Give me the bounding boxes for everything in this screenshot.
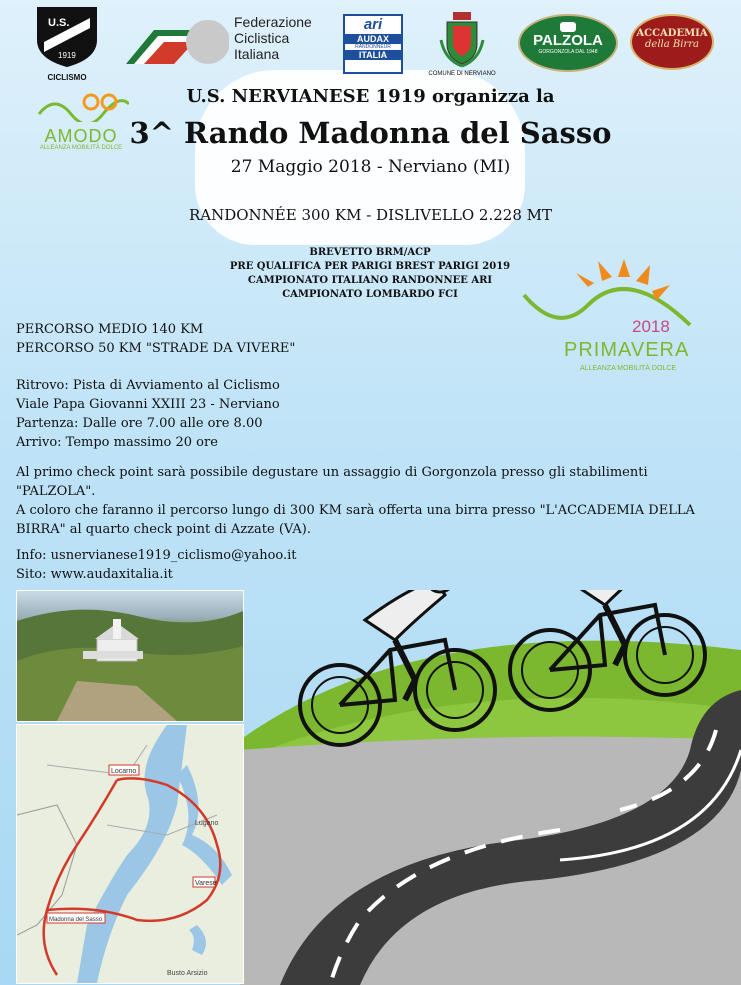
us-caption: CICLISMO xyxy=(47,73,87,82)
ari-name: AUDAX xyxy=(345,34,401,44)
primavera-year: 2018 xyxy=(632,317,670,336)
route-summary: RANDONNÉE 300 KM - DISLIVELLO 2.228 MT xyxy=(188,206,553,224)
brevetto-list xyxy=(160,246,580,302)
fci-line1: Federazione xyxy=(234,14,312,30)
lake-varese xyxy=(189,925,206,955)
primavera-sun-icon xyxy=(518,255,698,335)
percorsi-list xyxy=(16,320,295,358)
comune-nerviano-logo xyxy=(426,10,498,80)
map-label: Busto Arsizio xyxy=(167,970,208,977)
map-label: Lugano xyxy=(195,820,219,827)
percorso-item: PERCORSO 50 KM "STRADE DA VIVERE" xyxy=(16,341,296,356)
map-canvas xyxy=(17,725,243,983)
palzola-name: PALZOLA xyxy=(533,32,603,49)
accademia-line1: ACCADEMIA xyxy=(636,28,708,39)
info-line: Partenza: Dalle ore 7.00 alle ore 8.00 xyxy=(16,416,263,431)
map-label: Madonna del Sasso xyxy=(49,917,103,923)
note-line: A coloro che faranno il percorso lungo di 300 KM sarà offerta una birra presso "L'ACCADEMIA DELLA BIRRA" al quarto check point di Azzate (VA). xyxy=(16,503,695,537)
primavera-name: PRIMAVERA xyxy=(564,339,690,361)
info-line: Arrivo: Tempo massimo 20 ore xyxy=(16,435,218,450)
brevetto-line: CAMPIONATO LOMBARDO FCI xyxy=(282,289,458,300)
palzola-sub: GORGONZOLA DAL 1948 xyxy=(538,49,598,55)
fci-line3: Italiana xyxy=(234,46,280,62)
amodo-name: AMODO xyxy=(44,126,118,146)
palzola-logo xyxy=(518,14,618,72)
ari-mark: ari xyxy=(363,16,383,33)
ari-audax-logo xyxy=(343,14,403,74)
ari-sub: RANDONNEUR xyxy=(355,44,391,50)
sanctuary-photo xyxy=(16,590,244,722)
info-list xyxy=(16,376,280,452)
us-nervianese-logo xyxy=(34,6,100,82)
contact-email: Info: usnervianese1919_ciclismo@yahoo.it xyxy=(16,548,297,563)
brevetto-line: PRE QUALIFICA PER PARIGI BREST PARIGI 2019 xyxy=(229,261,511,272)
cow-icon xyxy=(560,22,576,32)
notes-block xyxy=(16,463,728,539)
lake-maggiore xyxy=(77,725,187,983)
fci-logo xyxy=(124,14,324,72)
percorso-item: PERCORSO MEDIO 140 KM xyxy=(16,322,204,337)
map-label: Locarno xyxy=(111,768,137,775)
us-label: U.S. xyxy=(48,17,70,29)
info-line: Ritrovo: Pista di Avviamento al Ciclismo xyxy=(16,378,280,393)
accademia-birra-logo xyxy=(630,14,714,70)
us-year: 1919 xyxy=(58,51,76,60)
fci-line2: Ciclistica xyxy=(234,30,290,46)
amodo-sub: ALLEANZA MOBILITÀ DOLCE xyxy=(39,145,123,151)
event-date: 27 Maggio 2018 - Nerviano (MI) xyxy=(230,157,511,177)
primavera-logo xyxy=(518,255,698,380)
info-line: Viale Papa Giovanni XXIII 23 - Nerviano xyxy=(16,397,280,412)
accademia-line2: della Birra xyxy=(645,39,699,50)
route-map xyxy=(16,724,244,984)
primavera-sub: ALLEANZA MOBILITÀ DOLCE xyxy=(579,365,677,372)
note-line: Al primo check point sarà possibile degustare un assaggio di Gorgonzola presso gli stabilimenti "PALZOLA". xyxy=(16,465,648,499)
event-title: 3^ Rando Madonna del Sasso xyxy=(129,116,612,150)
map-label: Varese xyxy=(195,880,217,887)
fci-flag-icon xyxy=(124,14,229,68)
photo-scene xyxy=(17,591,243,721)
comune-caption: COMUNE DI NERVIANO xyxy=(428,71,496,77)
contacts-block xyxy=(16,546,297,584)
brevetto-line: BREVETTO BRM/ACP xyxy=(309,247,431,258)
shield-icon xyxy=(34,6,100,68)
organizer-line: U.S. NERVIANESE 1919 organizza la xyxy=(186,86,555,107)
ari-country: ITALIA xyxy=(345,50,401,60)
brevetto-line: CAMPIONATO ITALIANO RANDONNEE ARI xyxy=(247,275,493,286)
contact-site: Sito: www.audaxitalia.it xyxy=(16,567,173,582)
crest-icon xyxy=(439,10,485,68)
